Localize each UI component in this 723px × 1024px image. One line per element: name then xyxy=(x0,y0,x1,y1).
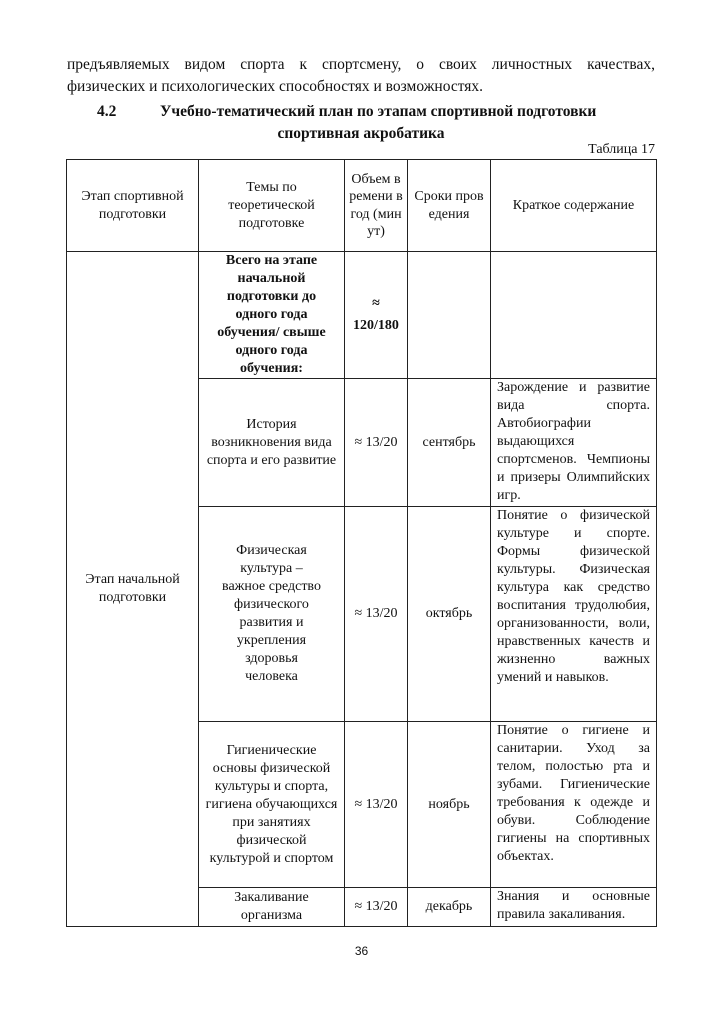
intro-line-2: физических и психологических способностях и возможностях. xyxy=(67,78,484,95)
volume-cell: ≈ 13/20 xyxy=(345,379,408,507)
header-volume: Объем времени в год (минут) xyxy=(345,160,408,252)
header-stage: Этап спортивной подготовки xyxy=(67,160,199,252)
topic-cell: Гигиенические основы физической культуры и спорта, гигиена обучающихся при занятиях физической культурой и спортом xyxy=(199,722,345,888)
topic-cell: История возникновения вида спорта и его развитие xyxy=(199,379,345,507)
page-number: 36 xyxy=(354,944,369,958)
summary-cell: Зарождение и развитие вида спорта. Автобиографии выдающихся спортсменов. Чемпионы и призеры Олимпийских игр. xyxy=(491,379,657,507)
total-volume: 120/180 xyxy=(353,318,399,333)
table-header-row xyxy=(67,160,657,252)
intro-paragraph xyxy=(67,54,655,98)
section-title-line-1: Учебно-тематический план по этапам спортивной подготовки xyxy=(160,103,597,120)
header-dates: Сроки проведения xyxy=(408,160,491,252)
summary-cell: Понятие о гигиене и санитарии. Уход за телом, полостью рта и зубами. Гигиенические требования к одежде и обуви. Соблюдение гигиены на спортивных объектах. xyxy=(491,722,657,888)
summary-cell: Знания и основные правила закаливания. xyxy=(491,888,657,927)
intro-line-1: предъявляемых видом спорта к спортсмену, о своих личностных качествах, xyxy=(67,56,655,73)
volume-cell: ≈ 13/20 xyxy=(345,722,408,888)
dates-cell: декабрь xyxy=(408,888,491,927)
total-volume-cell xyxy=(345,252,408,379)
summary-cell: Понятие о физической культуре и спорте. Формы физической культуры. Физическая культура как средство воспитания трудолюбия, организованности, воли, нравственных качеств и жизненно важных умений и навыков. xyxy=(491,507,657,722)
total-dates-cell xyxy=(408,252,491,379)
total-label: Всего на этапе начальной подготовки до одного года обучения/ свыше одного года обучения: xyxy=(199,252,345,379)
volume-cell: ≈ 13/20 xyxy=(345,507,408,722)
volume-cell: ≈ 13/20 xyxy=(345,888,408,927)
section-number: 4.2 xyxy=(97,103,117,120)
stage-cell: Этап начальной подготовки xyxy=(67,252,199,927)
study-plan-table xyxy=(66,159,657,927)
total-summary-cell xyxy=(491,252,657,379)
approx-symbol: ≈ xyxy=(372,296,380,311)
header-summary: Краткое содержание xyxy=(491,160,657,252)
table-label: Таблица 17 xyxy=(588,142,655,157)
topic-cell: Закаливание организма xyxy=(199,888,345,927)
dates-cell: сентябрь xyxy=(408,379,491,507)
topic-cell: Физическая культура – важное средство физического развития и укрепления здоровья человека xyxy=(199,507,345,722)
table-row-total xyxy=(67,252,657,379)
header-topics: Темы по теоретической подготовке xyxy=(199,160,345,252)
dates-cell: ноябрь xyxy=(408,722,491,888)
section-title-line-2: спортивная акробатика xyxy=(277,125,445,142)
dates-cell: октябрь xyxy=(408,507,491,722)
